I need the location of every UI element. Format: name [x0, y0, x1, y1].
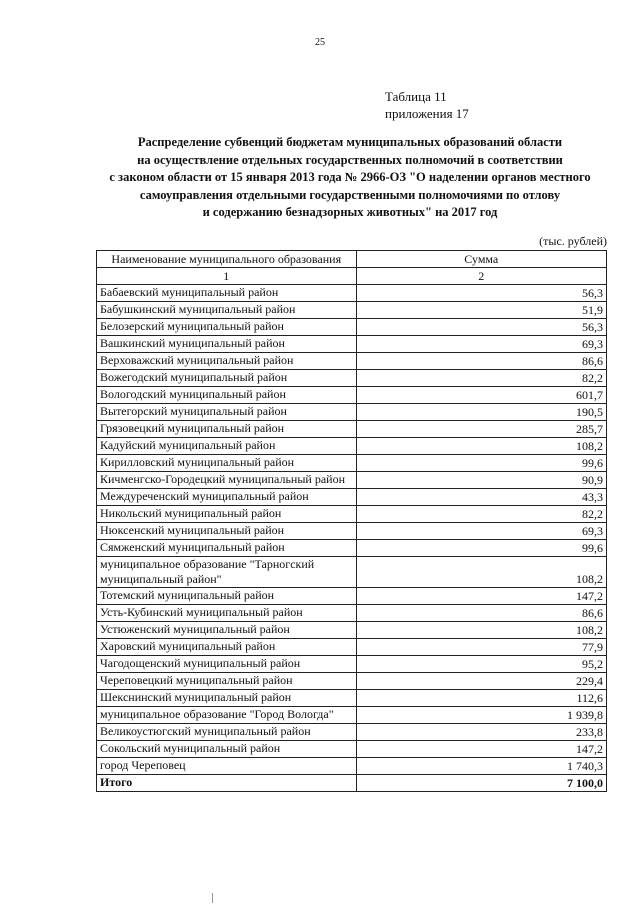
title-line: и содержанию безнадзорных животных" на 2017 год	[202, 205, 498, 219]
municipality-name: Нюксенский муниципальный район	[97, 523, 357, 540]
municipality-name: Кичменгско-Городецкий муниципальный район	[97, 472, 357, 489]
amount-value: 233,8	[356, 724, 606, 741]
title-line: самоуправления отдельными государственными полномочиями по отлову	[139, 187, 561, 202]
column-number: 2	[356, 268, 606, 285]
table-row	[97, 285, 607, 302]
table-row	[97, 557, 607, 588]
amount-value: 147,2	[356, 588, 606, 605]
amount-value: 99,6	[356, 540, 606, 557]
amount-value: 43,3	[356, 489, 606, 506]
amount-value: 190,5	[356, 404, 606, 421]
table-row	[97, 489, 607, 506]
table-row	[97, 639, 607, 656]
table-row	[97, 353, 607, 370]
municipality-name: Чагодощенский муниципальный район	[97, 656, 357, 673]
amount-value: 95,2	[356, 656, 606, 673]
table-row	[97, 540, 607, 557]
total-amount: 7 100,0	[356, 775, 606, 792]
municipality-name: Череповецкий муниципальный район	[97, 673, 357, 690]
municipality-name: Кирилловский муниципальный район	[97, 455, 357, 472]
table-body	[97, 285, 607, 775]
header-municipality: Наименование муниципального образования	[97, 251, 357, 268]
amount-value: 108,2	[356, 557, 606, 588]
table-row	[97, 336, 607, 353]
amount-value: 99,6	[356, 455, 606, 472]
amount-value: 56,3	[356, 319, 606, 336]
municipality-name: муниципальное образование "Тарногский муниципальный район"	[97, 557, 357, 588]
table-row	[97, 588, 607, 605]
amount-value: 108,2	[356, 622, 606, 639]
document-title	[95, 134, 605, 222]
municipality-name: Тотемский муниципальный район	[97, 588, 357, 605]
appendix-reference	[385, 88, 469, 122]
table-row	[97, 302, 607, 319]
amount-value: 56,3	[356, 285, 606, 302]
table-row	[97, 707, 607, 724]
table-row	[97, 605, 607, 622]
amount-value: 51,9	[356, 302, 606, 319]
municipality-name: Верховажский муниципальный район	[97, 353, 357, 370]
municipality-name: Грязовецкий муниципальный район	[97, 421, 357, 438]
amount-value: 112,6	[356, 690, 606, 707]
municipality-name: Вологодский муниципальный район	[97, 387, 357, 404]
table-row	[97, 690, 607, 707]
amount-value: 69,3	[356, 336, 606, 353]
table-row	[97, 370, 607, 387]
municipality-name: город Череповец	[97, 758, 357, 775]
table-label: Таблица 11	[385, 89, 447, 104]
municipality-name: Никольский муниципальный район	[97, 506, 357, 523]
amount-value: 86,6	[356, 605, 606, 622]
municipality-name: Вожегодский муниципальный район	[97, 370, 357, 387]
page-number: 25	[315, 37, 325, 48]
municipality-name: Харовский муниципальный район	[97, 639, 357, 656]
table-row	[97, 724, 607, 741]
amount-value: 229,4	[356, 673, 606, 690]
subvention-table	[96, 250, 607, 792]
municipality-name: Великоустюгский муниципальный район	[97, 724, 357, 741]
title-line: с законом области от 15 января 2013 года № 2966-ОЗ "О наделении органов местного	[109, 170, 591, 184]
table-row	[97, 455, 607, 472]
municipality-name: Вашкинский муниципальный район	[97, 336, 357, 353]
municipality-name: Кадуйский муниципальный район	[97, 438, 357, 455]
municipality-name: Шекснинский муниципальный район	[97, 690, 357, 707]
amount-value: 1 939,8	[356, 707, 606, 724]
scan-mark	[212, 893, 213, 903]
amount-value: 601,7	[356, 387, 606, 404]
total-label: Итого	[97, 775, 357, 792]
amount-value: 69,3	[356, 523, 606, 540]
table-row	[97, 656, 607, 673]
title-line: Распределение субвенций бюджетам муниципальных образований области	[137, 135, 563, 149]
municipality-name: Бабаевский муниципальный район	[97, 285, 357, 302]
municipality-name: муниципальное образование "Город Вологда"	[97, 707, 357, 724]
column-number: 1	[97, 268, 357, 285]
municipality-name: Междуреченский муниципальный район	[97, 489, 357, 506]
municipality-name: Устюженский муниципальный район	[97, 622, 357, 639]
municipality-name: Белозерский муниципальный район	[97, 319, 357, 336]
header-amount: Сумма	[356, 251, 606, 268]
amount-value: 108,2	[356, 438, 606, 455]
amount-value: 147,2	[356, 741, 606, 758]
table-row	[97, 404, 607, 421]
table-row	[97, 673, 607, 690]
amount-value: 86,6	[356, 353, 606, 370]
table-row	[97, 421, 607, 438]
amount-value: 82,2	[356, 506, 606, 523]
table-row	[97, 438, 607, 455]
amount-value: 285,7	[356, 421, 606, 438]
title-line: на осуществление отдельных государственных полномочий в соответствии	[137, 152, 563, 167]
table-row	[97, 506, 607, 523]
table-row	[97, 523, 607, 540]
municipality-name: Бабушкинский муниципальный район	[97, 302, 357, 319]
amount-value: 90,9	[356, 472, 606, 489]
table-row	[97, 622, 607, 639]
municipality-name: Усть-Кубинский муниципальный район	[97, 605, 357, 622]
amount-value: 82,2	[356, 370, 606, 387]
units-label: (тыс. рублей)	[539, 234, 607, 248]
amount-value: 1 740,3	[356, 758, 606, 775]
total-row	[97, 775, 607, 792]
table-row	[97, 319, 607, 336]
municipality-name: Вытегорский муниципальный район	[97, 404, 357, 421]
table-row	[97, 387, 607, 404]
municipality-name: Сокольский муниципальный район	[97, 741, 357, 758]
table-row	[97, 758, 607, 775]
amount-value: 77,9	[356, 639, 606, 656]
table-row	[97, 472, 607, 489]
column-number-row	[97, 268, 607, 285]
municipality-name: Сямженский муниципальный район	[97, 540, 357, 557]
table-row	[97, 741, 607, 758]
table-header-row	[97, 251, 607, 268]
appendix-label: приложения 17	[385, 106, 469, 121]
